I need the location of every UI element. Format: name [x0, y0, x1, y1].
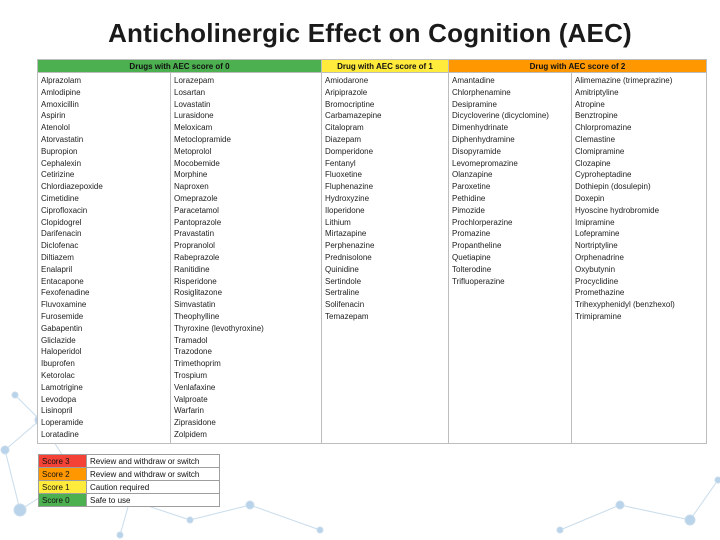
header-score-1: Drug with AEC score of 1	[322, 60, 449, 73]
drug-name: Gabapentin	[41, 323, 83, 333]
column-score-3	[572, 73, 707, 444]
drug-name: Imipramine	[575, 217, 615, 227]
drug-name: Pravastatin	[174, 229, 215, 239]
legend-score-label: Score 1	[39, 481, 87, 494]
drug-name: Enalapril	[41, 264, 73, 274]
table-body-row	[38, 73, 707, 444]
drug-name: Chlorpromazine	[575, 123, 632, 133]
drug-name: Prednisolone	[325, 252, 372, 262]
drug-name: Gliclazide	[41, 335, 76, 345]
drug-name: Hydroxyzine	[325, 193, 370, 203]
drug-name: Perphenazine	[325, 241, 375, 251]
legend-action-label: Caution required	[87, 481, 220, 494]
drug-name: Oxybutynin	[575, 264, 616, 274]
header-score-0: Drugs with AEC score of 0	[38, 60, 322, 73]
drug-name: Amoxicillin	[41, 99, 79, 109]
column-score-0-b	[171, 73, 322, 444]
drug-name: Carbamazepine	[325, 111, 382, 121]
legend-action-label: Review and withdraw or switch	[87, 468, 220, 481]
drug-name: Thyroxine (levothyroxine)	[174, 323, 264, 333]
drug-name: Sertindole	[325, 276, 362, 286]
drug-name: Propranolol	[174, 241, 215, 251]
drug-name: Trimethoprim	[174, 359, 221, 369]
drug-name: Doxepin	[575, 193, 605, 203]
drug-name: Loratadine	[41, 429, 79, 439]
legend-row	[39, 494, 220, 507]
drug-name: Pethidine	[452, 193, 486, 203]
drug-name: Alprazolam	[41, 76, 82, 85]
drug-name: Clopidogrel	[41, 217, 82, 227]
drug-name: Iloperidone	[325, 205, 365, 215]
drug-name: Pantoprazole	[174, 217, 222, 227]
drug-name: Trazodone	[174, 347, 212, 357]
drug-name: Dimenhydrinate	[452, 123, 509, 133]
column-score-1	[322, 73, 449, 444]
score-legend	[38, 454, 220, 507]
drug-name: Trimipramine	[575, 311, 622, 321]
page-title: Anticholinergic Effect on Cognition (AEC)	[108, 18, 632, 48]
drug-name: Tolterodine	[452, 264, 492, 274]
drug-name: Hyoscine hydrobromide	[575, 205, 660, 215]
drug-name: Fluphenazine	[325, 182, 374, 192]
drug-name: Citalopram	[325, 123, 364, 133]
drug-name: Pimozide	[452, 205, 485, 215]
drug-name: Lamotrigine	[41, 382, 83, 392]
drug-name: Valproate	[174, 394, 208, 404]
drug-name: Simvastatin	[174, 300, 216, 310]
drug-name: Mocobemide	[174, 158, 220, 168]
legend-score-label: Score 3	[39, 455, 87, 468]
drug-name: Haloperidol	[41, 347, 82, 357]
drug-name: Ibuprofen	[41, 359, 75, 369]
drug-name: Propantheline	[452, 241, 502, 251]
drug-name: Levomepromazine	[452, 158, 518, 168]
table-header-row	[38, 60, 707, 73]
drug-name: Amiodarone	[325, 76, 369, 85]
drug-name: Metoprolol	[174, 146, 212, 156]
drug-name: Lithium	[325, 217, 351, 227]
drug-name: Quetiapine	[452, 252, 491, 262]
drug-name: Cyproheptadine	[575, 170, 632, 180]
legend-row	[39, 468, 220, 481]
drug-name: Loperamide	[41, 418, 84, 428]
drug-name: Darifenacin	[41, 229, 82, 239]
drug-name: Naproxen	[174, 182, 209, 192]
drug-name: Ziprasidone	[174, 418, 216, 428]
drug-name: Sertraline	[325, 288, 360, 298]
drug-name: Tramadol	[174, 335, 208, 345]
drug-name: Lofepramine	[575, 229, 620, 239]
drug-name: Disopyramide	[452, 146, 501, 156]
drug-name: Trospium	[174, 370, 208, 380]
drug-name: Prochlorperazine	[452, 217, 513, 227]
legend-row	[39, 481, 220, 494]
drug-name: Aspirin	[41, 111, 66, 121]
drug-name: Losartan	[174, 87, 206, 97]
drug-name: Ketorolac	[41, 370, 75, 380]
drug-name: Venlafaxine	[174, 382, 216, 392]
legend-action-label: Review and withdraw or switch	[87, 455, 220, 468]
drug-name: Ranitidine	[174, 264, 210, 274]
drug-name: Fentanyl	[325, 158, 356, 168]
drug-name: Metoclopramide	[174, 134, 231, 144]
legend-score-label: Score 2	[39, 468, 87, 481]
drug-name: Bromocriptine	[325, 99, 375, 109]
drug-name: Theophylline	[174, 311, 220, 321]
drug-name: Amlodipine	[41, 87, 81, 97]
drug-name: Aripiprazole	[325, 87, 368, 97]
drug-name: Atenolol	[41, 123, 70, 133]
drug-name: Atorvastatin	[41, 134, 84, 144]
drug-name: Zolpidem	[174, 429, 207, 439]
drug-name: Atropine	[575, 99, 605, 109]
drug-name: Solifenacin	[325, 300, 365, 310]
drug-name: Cetirizine	[41, 170, 75, 180]
drug-name: Diltiazem	[41, 252, 74, 262]
drug-name: Procyclidine	[575, 276, 619, 286]
drug-name: Fluvoxamine	[41, 300, 87, 310]
drug-name: Ciprofloxacin	[41, 205, 88, 215]
drug-name: Cimetidine	[41, 193, 79, 203]
drug-name: Orphenadrine	[575, 252, 624, 262]
drug-name: Temazepam	[325, 311, 369, 321]
drug-name: Levodopa	[41, 394, 77, 404]
drug-name: Nortriptyline	[575, 241, 618, 251]
drug-name: Clozapine	[575, 158, 611, 168]
drug-name: Diclofenac	[41, 241, 79, 251]
drug-name: Alimemazine (trimeprazine)	[575, 76, 673, 85]
drug-name: Lovastatin	[174, 99, 211, 109]
drug-name: Quinidine	[325, 264, 359, 274]
drug-name: Promazine	[452, 229, 491, 239]
drug-name: Domperidone	[325, 146, 374, 156]
drug-name: Fluoxetine	[325, 170, 362, 180]
drug-name: Clemastine	[575, 134, 616, 144]
drug-name: Chlordiazepoxide	[41, 182, 103, 192]
drug-name: Benztropine	[575, 111, 618, 121]
drug-name: Clomipramine	[575, 146, 625, 156]
legend-row	[39, 455, 220, 468]
drug-name: Dicycloverine (dicyclomine)	[452, 111, 549, 121]
drug-name: Paracetamol	[174, 205, 219, 215]
drug-name: Amantadine	[452, 76, 495, 85]
drug-name: Desipramine	[452, 99, 497, 109]
drug-name: Mirtazapine	[325, 229, 367, 239]
drug-name: Amitriptyline	[575, 87, 619, 97]
drug-name: Bupropion	[41, 146, 78, 156]
drug-name: Paroxetine	[452, 182, 491, 192]
drug-name: Fexofenadine	[41, 288, 90, 298]
drug-name: Diphenhydramine	[452, 134, 515, 144]
drug-name: Trifluoperazine	[452, 276, 505, 286]
drug-name: Morphine	[174, 170, 208, 180]
drug-name: Furosemide	[41, 311, 84, 321]
legend-action-label: Safe to use	[87, 494, 220, 507]
drug-name: Trihexyphenidyl (benzhexol)	[575, 300, 675, 310]
drug-name: Rabeprazole	[174, 252, 220, 262]
drug-name: Chlorphenamine	[452, 87, 511, 97]
column-score-0-a	[38, 73, 171, 444]
header-score-2: Drug with AEC score of 2	[449, 60, 707, 73]
drug-name: Lurasidone	[174, 111, 214, 121]
column-score-2	[449, 73, 572, 444]
drug-name: Lisinopril	[41, 406, 73, 416]
legend-score-label: Score 0	[39, 494, 87, 507]
drug-name: Olanzapine	[452, 170, 493, 180]
drug-name: Cephalexin	[41, 158, 82, 168]
drug-name: Meloxicam	[174, 123, 213, 133]
drug-name: Rosiglitazone	[174, 288, 223, 298]
drug-name: Dothiepin (dosulepin)	[575, 182, 651, 192]
drug-name: Risperidone	[174, 276, 217, 286]
drug-name: Warfarin	[174, 406, 204, 416]
drug-name: Entacapone	[41, 276, 84, 286]
drug-name: Diazepam	[325, 134, 362, 144]
drug-name: Omeprazole	[174, 193, 218, 203]
drug-name: Promethazine	[575, 288, 625, 298]
drug-name: Lorazepam	[174, 76, 215, 85]
aec-drug-table	[37, 59, 707, 444]
